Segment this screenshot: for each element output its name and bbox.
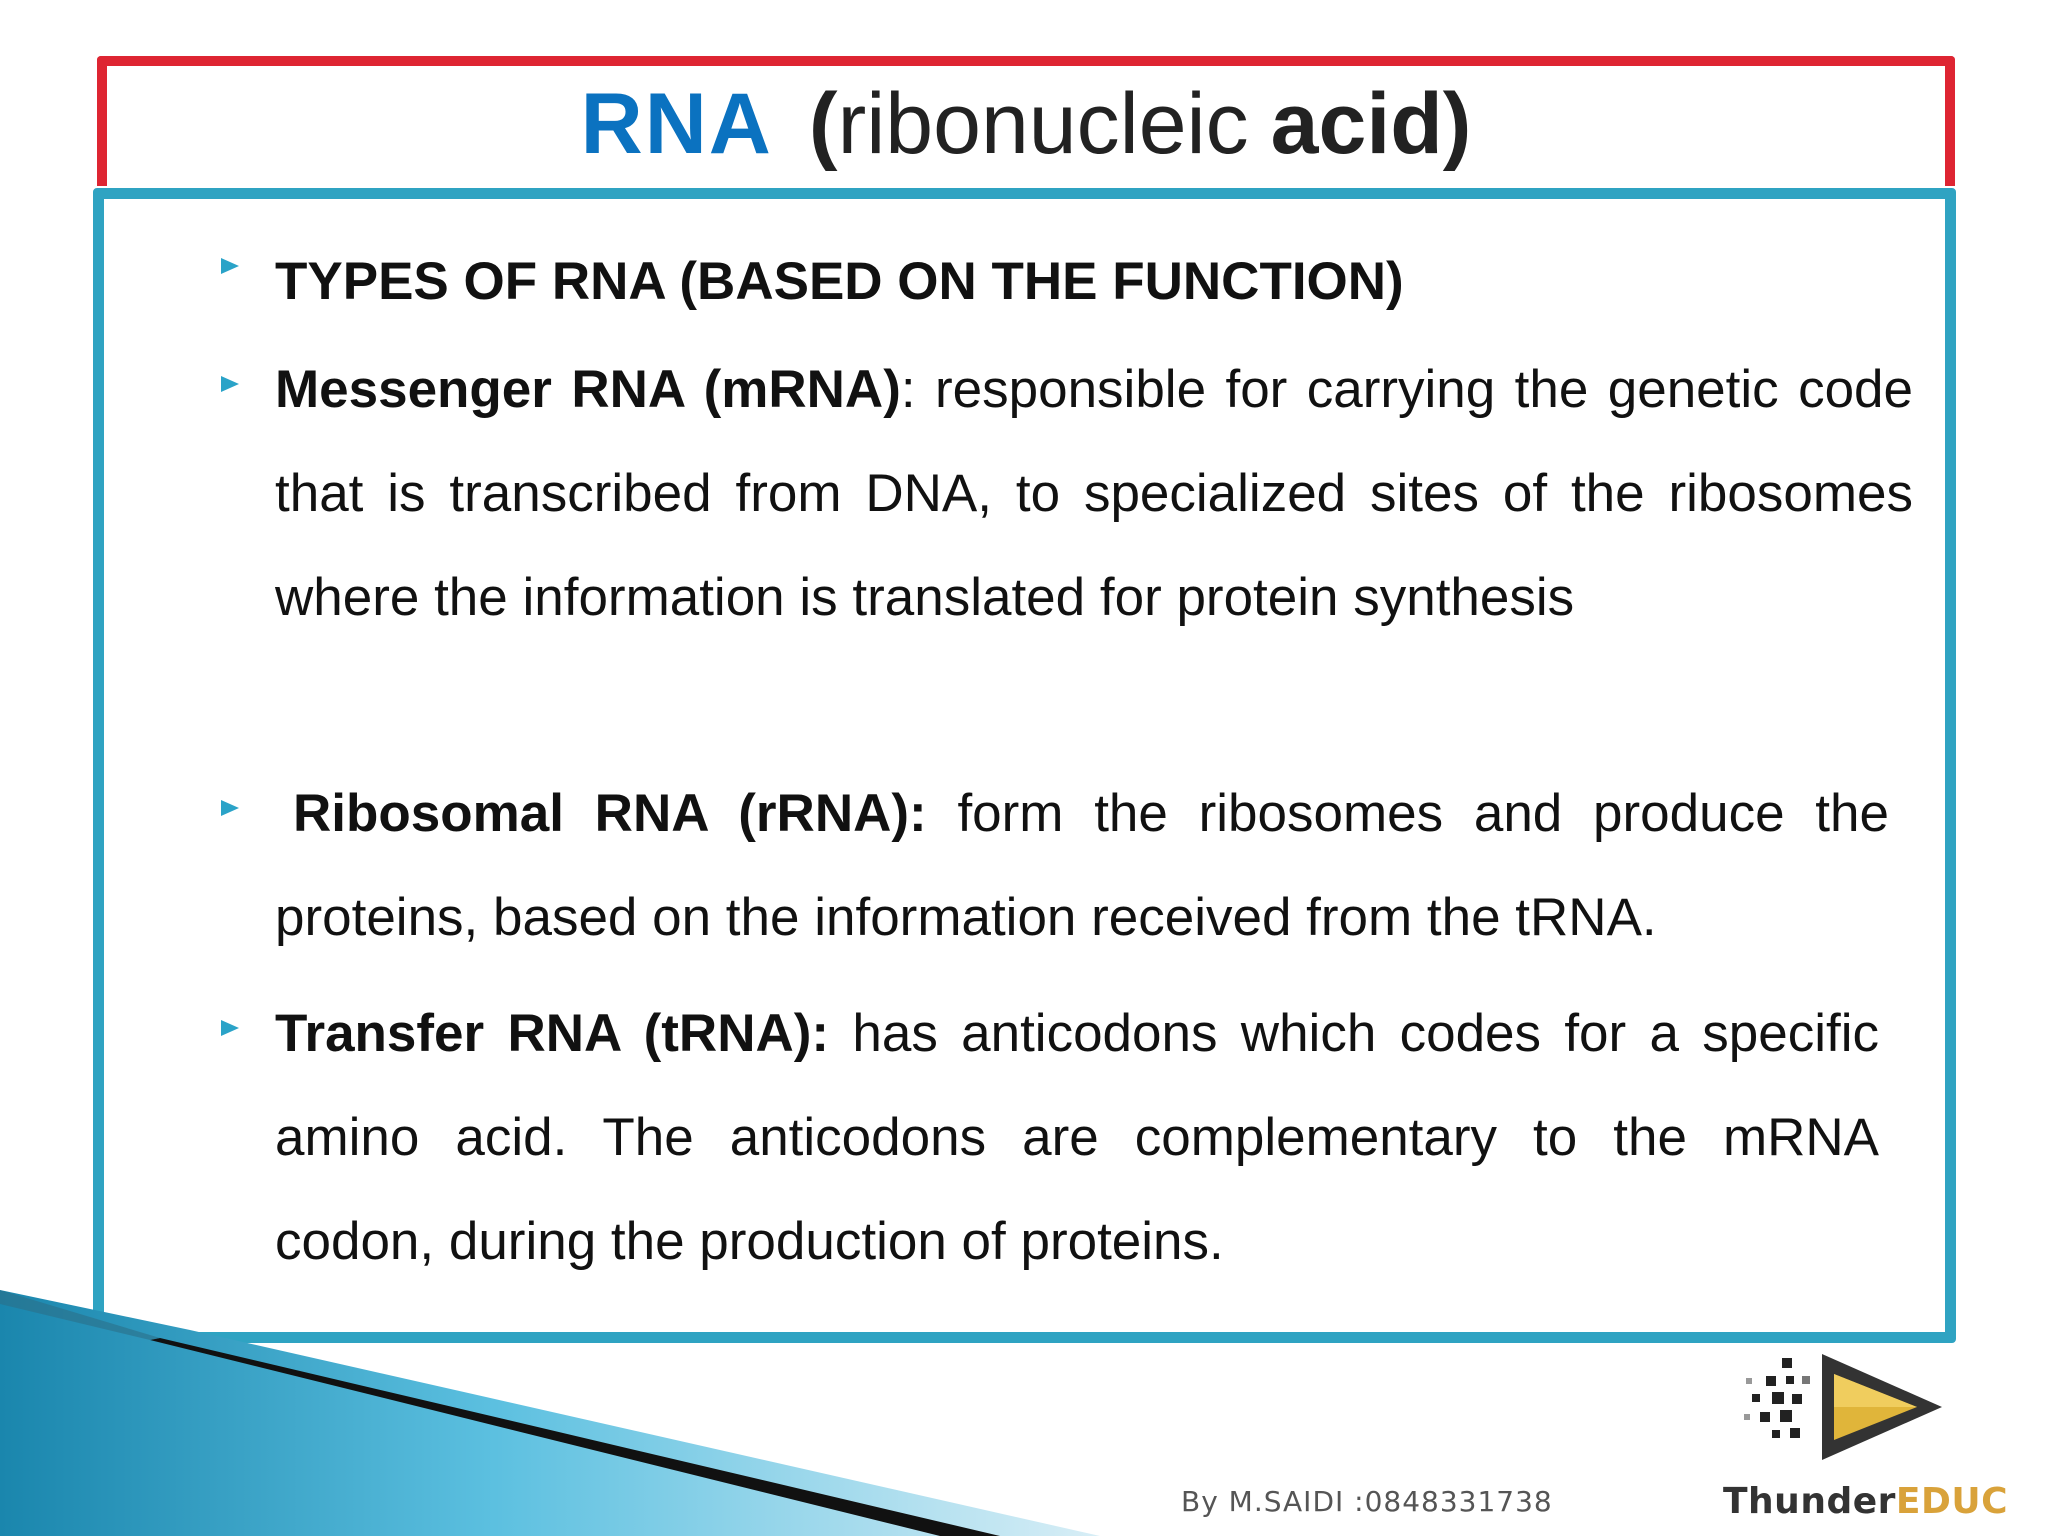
bullet-arrow-icon: [221, 258, 239, 274]
title-acid: acid: [1270, 76, 1443, 172]
decorative-swoosh: [0, 1290, 1100, 1536]
brand-educ: EDUC: [1895, 1481, 2009, 1522]
brand-thunder: Thunder: [1723, 1481, 1896, 1522]
mrna-label: Messenger RNA (mRNA): [275, 360, 901, 419]
trna-label: Transfer RNA (tRNA):: [275, 1004, 830, 1063]
brand-name: [1723, 1481, 2008, 1522]
title-rna: RNA: [580, 76, 773, 172]
bullet-arrow-icon: [221, 376, 239, 392]
rrna-description: form the ribosomes and produce the proteins, based on the information received from the tRNA.: [275, 784, 1889, 947]
author-credit: By M.SAIDI :0848331738: [1181, 1485, 1553, 1518]
rrna-label: Ribosomal RNA (rRNA):: [293, 784, 927, 843]
mrna-description: : responsible for carrying the genetic code that is transcribed from DNA, to specialized sites of the ribosomes where the information is translated for protein synthesis: [275, 360, 1914, 627]
bullet-arrow-icon: [221, 1020, 239, 1036]
title-ribonucleic: ribonucleic: [837, 76, 1249, 172]
slide-title: [97, 66, 1955, 182]
trna-description: has anticodons which codes for a specific amino acid. The anticodons are complementary to the mRNA codon, during the production of proteins.: [275, 1004, 1880, 1271]
bullet-arrow-icon: [221, 800, 239, 816]
title-close-paren: ): [1442, 76, 1472, 172]
title-open-paren: (: [808, 76, 838, 172]
types-heading: TYPES OF RNA (BASED ON THE FUNCTION): [275, 252, 1404, 311]
thundereduc-logo-icon: [1742, 1348, 1962, 1468]
